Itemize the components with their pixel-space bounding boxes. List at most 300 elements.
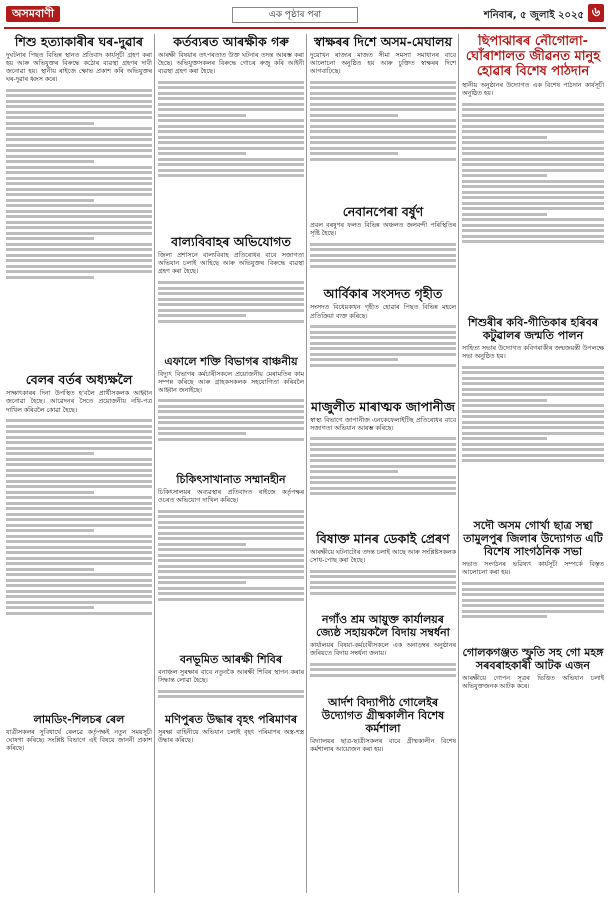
headline: গোলকগঞ্জত স্ফুতি সহ গো মহঙ্গ সৰবৰাহকাৰী আটক এজন	[462, 645, 604, 672]
text-line	[462, 432, 604, 435]
article-body: সভাত সংগঠনৰ ভৱিষ্যৎ কাৰ্যসূচী সম্পৰ্কে বিস্তৃত আলোচনা কৰা হয়।	[462, 561, 604, 577]
text-line	[158, 576, 304, 579]
article-body: আৰক্ষীয়ে গোপন সূত্ৰৰ ভিত্তিত অভিযান চলাই অভিযুক্তজনক আটক কৰে।	[462, 674, 604, 690]
text-line	[158, 587, 304, 590]
text-line	[310, 364, 456, 367]
text-line	[158, 598, 304, 601]
text-line	[158, 147, 304, 150]
text-line	[6, 204, 152, 207]
article-sadou	[462, 519, 604, 639]
body-text-block	[310, 660, 456, 690]
text-line	[158, 570, 304, 573]
text-line	[310, 492, 456, 495]
text-line	[310, 130, 456, 133]
text-line	[310, 443, 456, 446]
article-manipur	[158, 713, 304, 745]
text-line	[462, 615, 547, 618]
text-line	[462, 202, 604, 205]
headline: আৰ্বিকাৰ সংসদত গৃহীত	[323, 286, 443, 302]
article-body: বিদ্যালয়ৰ ছাত্ৰ-ছাত্ৰীসকলৰ বাবে গ্ৰীষ্মকালীন বিশেষ কৰ্মশালাৰ আয়োজন কৰা হয়।	[310, 738, 456, 754]
text-line	[158, 97, 304, 100]
text-line	[462, 388, 604, 391]
text-line	[6, 105, 152, 108]
headline: আৰ্দশ বিদ্যাপীঠ গোলেইৰ উদ্যোগত গ্ৰীষ্মকালীন বিশেষ কৰ্মশালা	[321, 696, 445, 736]
text-line	[158, 298, 304, 301]
text-line	[310, 581, 456, 584]
text-line	[6, 540, 152, 543]
page-label: এক পৃষ্ঠাৰ পৰা	[232, 7, 358, 23]
text-line	[310, 81, 456, 84]
text-line	[310, 331, 456, 334]
text-line	[6, 518, 152, 521]
text-line	[6, 265, 152, 268]
text-line	[6, 441, 152, 444]
column-1	[6, 34, 152, 895]
text-line	[310, 570, 456, 573]
text-line	[6, 579, 152, 582]
text-line	[462, 229, 604, 232]
body-text-block	[158, 397, 304, 467]
text-line	[310, 674, 456, 677]
text-line	[6, 469, 152, 472]
text-line	[310, 448, 456, 451]
article-adarsha	[310, 696, 456, 754]
text-line	[158, 432, 246, 435]
text-line	[6, 513, 152, 516]
article-shishu	[6, 34, 152, 366]
text-line	[462, 125, 604, 128]
text-line	[310, 103, 456, 106]
text-line	[158, 695, 304, 698]
text-line	[310, 437, 456, 440]
text-line	[310, 481, 456, 484]
text-line	[6, 546, 152, 549]
text-line	[6, 100, 152, 103]
text-line	[6, 210, 152, 213]
article-body: জিলা প্ৰশাসনে বাল্যবিবাহ প্ৰতিৰোধৰ বাবে সজাগতা অভিযান চলাই আহিছে আৰু অভিযুক্তৰ বিৰুদ্ধে ব্যৱস্থা গ্ৰহণ কৰা হৈছে।	[158, 252, 304, 276]
article-body: দুঘটনাৰ পিছত বিভিন্ন স্থানত প্ৰতিবাদ কাৰ্যসূচী গ্ৰহণ কৰা হয় আৰু অভিযুক্তৰ বিৰুদ্ধে কঠোৰ ব্যৱস্থা গ্ৰহণৰ দাবী জনোৱা হয়। স্থানীয় ৰাইজে ক্ষোভ প্ৰকাশ কৰি অভিযুক্তৰ ঘৰ-দুৱাৰ ধ্বংস কৰে।	[6, 52, 152, 84]
text-line	[310, 114, 398, 117]
text-line	[310, 147, 456, 150]
text-line	[310, 125, 456, 128]
text-line	[6, 463, 152, 466]
text-line	[158, 405, 304, 408]
text-line	[462, 582, 604, 585]
text-line	[158, 320, 304, 323]
text-line	[6, 612, 152, 615]
text-line	[462, 114, 604, 117]
text-line	[6, 89, 152, 92]
article-chhipajhar	[462, 34, 604, 310]
text-line	[158, 543, 246, 546]
text-line	[158, 281, 304, 284]
text-line	[158, 565, 304, 568]
text-line	[462, 377, 604, 380]
text-line	[158, 114, 246, 117]
text-line	[6, 243, 152, 246]
text-line	[158, 287, 304, 290]
text-line	[6, 573, 152, 576]
text-line	[6, 568, 94, 571]
text-line	[6, 276, 94, 279]
text-line	[462, 103, 604, 106]
text-line	[158, 92, 304, 95]
text-line	[310, 465, 456, 468]
article-golakganj	[462, 646, 604, 691]
text-line	[462, 141, 604, 144]
text-line	[158, 592, 304, 595]
text-line	[158, 399, 304, 402]
text-line	[6, 458, 152, 461]
body-text-block	[158, 78, 304, 228]
text-line	[310, 476, 456, 479]
text-line	[6, 182, 152, 185]
text-line	[6, 215, 152, 218]
text-line	[462, 191, 604, 194]
headline: মণিপুৰত উদ্ধাৰ বৃহৎ পৰিমাণৰ	[164, 713, 298, 727]
article-body: সুৰক্ষা বাহিনীয়ে অভিযান চলাই বৃহৎ পৰিমাণৰ অস্ত্ৰ-শস্ত্ৰ উদ্ধাৰ কৰিছে।	[158, 729, 304, 745]
text-line	[158, 410, 304, 413]
text-line	[6, 601, 152, 604]
text-line	[310, 459, 456, 462]
headline: বিষাক্ত মানৰ ডেকাই প্ৰেৰণ	[316, 530, 450, 546]
text-line	[6, 270, 152, 273]
text-line	[158, 690, 304, 693]
text-line	[462, 448, 604, 451]
article-body: স্বাস্থ্য বিভাগে জাপানীজ এনকেফেলাইটিছ প্ৰতিৰোধৰ বাবে সজাগতা অভিযান আৰম্ভ কৰিছে।	[310, 416, 456, 432]
text-line	[158, 548, 304, 551]
article-body: যাত্ৰীসকলৰ সুবিধাৰ্থে ৰেলৱে কৰ্তৃপক্ষই নতুন সময়সূচী ঘোষণা কৰিছে। সংশ্লিষ্ট বিভাগে এই বিষয়ে জাননী প্ৰকাশ কৰিছে।	[6, 728, 152, 752]
text-line	[310, 243, 456, 246]
text-line	[6, 221, 152, 224]
article-body: আৰক্ষী বিষয়াৰ তৎপৰতাত উক্ত ঘটনাৰ তদন্ত আৰম্ভ কৰা হৈছে। অভিযুক্তসকলৰ বিৰুদ্ধে গোচৰ ৰুজু কৰি আইনী ব্যৱস্থা গ্ৰহণ কৰা হৈছে।	[158, 52, 304, 76]
text-line	[158, 303, 304, 306]
article-bishakh	[310, 531, 456, 607]
masthead	[0, 0, 610, 28]
article-body: সংসদত বিধেয়কখন গৃহীত হোৱাৰ পিছত বিভিন্ন মহলে প্ৰতিক্ৰিয়া ব্যক্ত কৰিছে।	[310, 304, 456, 320]
text-line	[462, 410, 604, 413]
article-body: সাক্ষাৎকাৰৰ দিনা উপস্থিত হ'বলৈ প্ৰাৰ্থীসকলক আহ্বান জনোৱা হৈছে। আৱেদনৰ সৈতে প্ৰয়োজনীয় নথি-পত্ৰ দাখিল কৰিবলৈ কোৱা হৈছে।	[6, 390, 152, 414]
text-line	[158, 152, 246, 155]
text-line	[158, 438, 304, 441]
text-line	[462, 599, 604, 602]
text-line	[462, 399, 547, 402]
text-line	[6, 447, 152, 450]
text-line	[310, 353, 456, 356]
headline: শিশু হত্যাকাৰীৰ ঘৰ-দুৱাৰ	[14, 34, 144, 49]
text-line	[310, 254, 456, 257]
headline: বনভূমিত আৰক্ষী শিবিৰ	[179, 653, 283, 667]
issue-date: শনিবাৰ, ৫ জুলাই ২০২৫	[483, 10, 584, 21]
column-divider	[458, 34, 459, 893]
text-line	[158, 119, 304, 122]
text-line	[158, 554, 304, 557]
text-line	[462, 240, 604, 243]
text-line	[6, 562, 152, 565]
article-body: দুয়োখন ৰাজ্যৰ মাজত সীমা সমস্যা সমাধানৰ বাবে আলোচনা অনুষ্ঠিত হয় আৰু চুক্তিত স্বাক্ষৰৰ দিশে আগবাঢ়িছে।	[310, 52, 456, 76]
text-line	[6, 177, 152, 180]
headline: এফালে শক্তি বিভাগৰ বাঞ্চনীয়	[164, 354, 298, 368]
headline: শিশুৰীৰ কবি-গীতিকাৰ হৰিবৰ কটুৱালৰ জন্মতি পালন	[467, 316, 599, 343]
article-body: কাৰ্যালয়ৰ বিষয়া-কৰ্মচাৰীসকলে এক অনাড়ম্বৰ অনুষ্ঠানৰ জৰিয়তে বিদায় সম্বৰ্ধনা জনায়।	[310, 642, 456, 658]
text-line	[310, 358, 398, 361]
text-line	[6, 188, 152, 191]
article-body: প্ৰবল বৰষুণৰ ফলত বিভিন্ন অঞ্চলত জলবন্দী পৰিস্থিতিৰ সৃষ্টি হৈছে।	[310, 222, 456, 238]
text-line	[310, 470, 398, 473]
text-line	[6, 485, 152, 488]
text-line	[158, 427, 304, 430]
text-line	[310, 119, 456, 122]
text-line	[310, 668, 456, 671]
text-line	[462, 404, 604, 407]
body-text-block	[310, 567, 456, 607]
text-line	[6, 171, 152, 174]
text-line	[462, 147, 604, 150]
body-text-block	[158, 687, 304, 707]
text-line	[310, 336, 456, 339]
text-line	[158, 81, 304, 84]
text-line	[158, 174, 304, 177]
article-bel	[6, 372, 152, 706]
text-line	[158, 309, 304, 312]
headline: বাল্যবিবাহৰ অভিযোগত	[171, 234, 291, 250]
text-line	[462, 130, 604, 133]
text-line	[462, 196, 604, 199]
article-body: বনাঞ্চল সুৰক্ষাৰ বাবে নতুনকৈ আৰক্ষী শিবিৰ স্থাপন কৰাৰ সিদ্ধান্ত লোৱা হৈছে।	[158, 669, 304, 685]
text-line	[158, 526, 304, 529]
text-line	[462, 224, 604, 227]
text-line	[310, 86, 456, 89]
text-line	[6, 551, 152, 554]
column-4	[462, 34, 604, 895]
text-line	[310, 454, 456, 457]
headline: লামডিং-শিলচৰ ৰেল	[33, 712, 125, 726]
text-line	[462, 459, 604, 462]
text-line	[6, 149, 152, 152]
text-line	[6, 116, 152, 119]
text-line	[158, 292, 304, 295]
text-line	[310, 152, 398, 155]
text-line	[462, 366, 604, 369]
text-line	[6, 144, 152, 147]
text-line	[462, 593, 604, 596]
article-body: আৰক্ষীয়ে ঘটনাটোৰ তদন্ত চলাই আছে আৰু সংশ্লিষ্টসকলক সোধ-পোছ কৰা হৈছে।	[310, 548, 456, 564]
article-kartabya	[158, 34, 304, 228]
text-line	[158, 136, 304, 139]
text-line	[6, 254, 152, 257]
text-line	[462, 421, 604, 424]
text-line	[462, 443, 604, 446]
text-line	[462, 207, 604, 210]
article-efalat	[158, 355, 304, 467]
text-line	[310, 108, 456, 111]
headline: নেবানপেৰা বৰ্ষুণ	[342, 204, 424, 220]
text-line	[310, 259, 456, 262]
text-line	[310, 487, 456, 490]
body-text-block	[462, 100, 604, 310]
text-line	[158, 421, 304, 424]
text-line	[158, 130, 304, 133]
text-line	[6, 507, 152, 510]
headline: স্বাক্ষৰৰ দিশে অসম-মেঘালয়	[314, 34, 452, 49]
text-line	[6, 259, 152, 262]
text-line	[462, 393, 604, 396]
headline: নগাঁও শ্ৰম আয়ুক্ত কাৰ্যালয়ৰ জ্যেষ্ঠ সহায়কলৈ বিদায় সম্বৰ্ধনা	[316, 613, 450, 640]
text-line	[462, 454, 604, 457]
text-line	[310, 97, 456, 100]
text-line	[310, 92, 456, 95]
article-arbikar	[310, 286, 456, 392]
text-line	[6, 111, 152, 114]
article-nagaon	[310, 613, 456, 690]
text-line	[462, 415, 604, 418]
text-line	[6, 606, 94, 609]
article-body: স্থানীয় অনুষ্ঠানৰ উদ্যোগত এক বিশেষ পাঠদান কাৰ্যসূচী অনুষ্ঠিত হয়।	[462, 82, 604, 98]
text-line	[158, 158, 304, 161]
text-line	[310, 586, 456, 589]
text-line	[158, 521, 304, 524]
text-line	[6, 425, 152, 428]
text-line	[158, 416, 304, 419]
text-line	[462, 158, 604, 161]
text-line	[6, 529, 94, 532]
text-line	[462, 382, 604, 385]
text-line	[462, 163, 604, 166]
text-line	[310, 325, 456, 328]
text-line	[6, 590, 152, 593]
text-line	[6, 122, 94, 125]
masthead-rule	[4, 27, 606, 29]
text-line	[462, 169, 604, 172]
text-line	[310, 136, 456, 139]
article-lamding	[6, 713, 152, 753]
body-text-block	[6, 417, 152, 707]
text-line	[462, 174, 547, 177]
text-line	[158, 169, 304, 172]
body-text-block	[310, 323, 456, 393]
text-line	[158, 125, 304, 128]
headline: কৰ্তব্যৰত আৰক্ষীক গৰু	[173, 34, 289, 49]
text-line	[6, 232, 152, 235]
text-line	[158, 86, 304, 89]
text-line	[6, 248, 152, 251]
text-line	[158, 537, 304, 540]
text-line	[158, 141, 304, 144]
text-line	[6, 452, 94, 455]
text-line	[462, 604, 604, 607]
article-majulit	[310, 399, 456, 525]
body-text-block	[310, 240, 456, 280]
text-line	[6, 199, 94, 202]
text-line	[6, 430, 152, 433]
text-line	[310, 347, 456, 350]
text-line	[462, 185, 604, 188]
headline: মাজুলীত মাৰাত্মক জাপানীজ	[311, 398, 455, 414]
text-line	[6, 557, 152, 560]
text-line	[6, 535, 152, 538]
text-line	[310, 158, 456, 161]
article-banbhumi	[158, 653, 304, 707]
text-line	[158, 163, 304, 166]
text-line	[6, 491, 94, 494]
text-line	[6, 480, 152, 483]
article-body: চিকিৎসালয়ৰ অব্যৱস্থাৰ প্ৰতিবাদত ৰাইজে কৰ্তৃপক্ষৰ ওচৰত অভিযোগ দাখিল কৰিছে।	[158, 488, 304, 504]
text-line	[462, 152, 604, 155]
text-line	[310, 592, 456, 595]
text-line	[6, 502, 152, 505]
text-line	[6, 436, 152, 439]
column-2	[158, 34, 304, 895]
text-line	[6, 226, 152, 229]
text-line	[6, 524, 152, 527]
text-line	[310, 575, 456, 578]
text-line	[158, 103, 304, 106]
body-text-block	[158, 279, 304, 349]
article-body: বিদ্যুৎ বিভাগৰ কৰ্মচাৰীসকলে প্ৰয়োজনীয় মেৰামতিৰ কাম সম্পন্ন কৰিছে আৰু গ্ৰাহকসকলক সহযোগিতা কৰিবলৈ আহ্বান জনাইছে।	[158, 370, 304, 394]
text-line	[462, 426, 604, 429]
text-line	[462, 136, 547, 139]
body-text-block	[462, 580, 604, 640]
text-line	[158, 515, 304, 518]
article-balyabibah	[158, 234, 304, 348]
text-line	[310, 265, 456, 268]
text-line	[462, 218, 604, 221]
newspaper-logo: অসমবাণী	[6, 6, 60, 22]
text-line	[6, 419, 152, 422]
text-line	[6, 94, 152, 97]
text-line	[310, 663, 456, 666]
text-line	[6, 166, 152, 169]
column-divider	[154, 34, 155, 893]
body-text-block	[310, 435, 456, 525]
column-3	[310, 34, 456, 895]
text-line	[462, 588, 604, 591]
headline: ছিপাঝাৰৰ নৌগোলা-ঘোঁৰাশালত জীৱনত মানুহ হোৱাৰ বিশেষ পাঠদান	[465, 34, 601, 79]
headline: চিকিৎসাখানাত সম্মানহীন	[176, 472, 286, 486]
text-line	[6, 584, 152, 587]
headline: বেলৰ বৰ্তৰ অধ্যক্ষলৈ	[25, 372, 133, 388]
text-line	[6, 127, 152, 130]
text-line	[462, 371, 604, 374]
body-text-block	[310, 78, 456, 198]
text-line	[158, 559, 304, 562]
text-line	[462, 180, 604, 183]
article-shishuboi	[462, 316, 604, 513]
article-body: সাহিত্য সভাৰ উদ্যোগত কবিগৰাকীৰ জন্মজয়ন্তী উপলক্ষে সভা অনুষ্ঠিত হয়।	[462, 345, 604, 361]
text-line	[6, 155, 152, 158]
text-line	[462, 108, 604, 111]
text-line	[158, 108, 304, 111]
column-divider	[306, 34, 307, 893]
text-line	[6, 138, 152, 141]
text-line	[158, 510, 304, 513]
page-number: ৬	[588, 4, 604, 22]
text-line	[6, 237, 94, 240]
text-line	[6, 496, 152, 499]
text-line	[6, 133, 152, 136]
text-line	[310, 141, 456, 144]
article-swaksharar	[310, 34, 456, 198]
text-line	[310, 248, 456, 251]
text-line	[462, 437, 547, 440]
text-line	[6, 193, 152, 196]
article-nebanpera	[310, 204, 456, 280]
text-line	[158, 581, 246, 584]
text-line	[6, 474, 152, 477]
text-line	[158, 314, 246, 317]
text-line	[462, 213, 547, 216]
text-line	[462, 235, 604, 238]
